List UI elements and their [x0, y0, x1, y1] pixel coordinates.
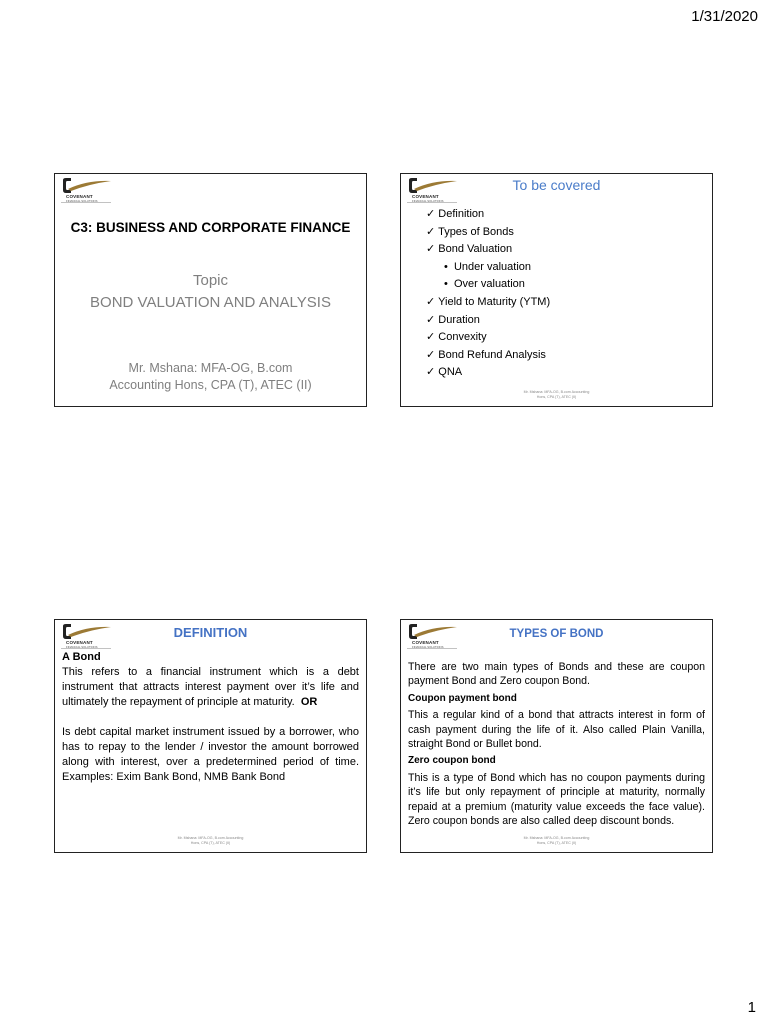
logo-name: COVENANT — [412, 640, 439, 645]
coupon-text: This a regular kind of a bond that attracts interest in form of cash payment during the life of it. Also called Plain Vanilla, straight Bond or Bullet bond. — [408, 709, 705, 751]
slide-footer: Mr. Mshana: MFA-OG, B.com Accounting Hons, CPA (T), ATEC (II) — [523, 390, 590, 399]
definition-paragraph-1: This refers to a financial instrument which is a debt instrument that attracts interest payment over it’s life and ultimately the repayment of principle at maturity. OR — [62, 666, 359, 708]
list-item: ✓ Bond Valuation — [426, 243, 513, 256]
list-item: ✓ Types of Bonds — [426, 225, 514, 238]
bullet-icon: • — [444, 260, 448, 273]
logo-name: COVENANT — [66, 640, 93, 645]
author-line-1: Mr. Mshana: MFA-OG, B.com — [128, 361, 293, 375]
slide-definition — [54, 619, 367, 853]
zero-coupon-label: Zero coupon bond — [408, 755, 496, 767]
checkmark-icon: ✓ — [426, 225, 436, 238]
logo-tagline: FINANCIAL SOLUTIONS — [66, 645, 98, 649]
list-item: ✓ Duration — [426, 313, 480, 326]
author-line-2: Accounting Hons, CPA (T), ATEC (II) — [109, 378, 312, 392]
covenant-logo — [59, 177, 115, 203]
slide-heading: TYPES OF BOND — [509, 628, 604, 640]
checkmark-icon: ✓ — [426, 331, 436, 344]
logo-tagline: FINANCIAL SOLUTIONS — [412, 645, 444, 649]
slide-contents — [400, 173, 713, 407]
checkmark-icon: ✓ — [426, 366, 436, 379]
logo-name: COVENANT — [412, 194, 439, 199]
slide-heading: To be covered — [512, 177, 601, 193]
list-item: ✓ Bond Refund Analysis — [426, 348, 546, 361]
definition-body — [62, 650, 359, 785]
checkmark-icon: ✓ — [426, 348, 436, 361]
list-item: ✓ Yield to Maturity (YTM) — [426, 295, 551, 308]
zero-coupon-text: This is a type of Bond which has no coupon payments during it’s life but only repayment of principle at maturity, normally repaid at a premium (maturity value exceeds the face value). Zero coupon bonds are also called deep discount bonds. — [408, 771, 705, 828]
bullet-icon: • — [444, 278, 448, 291]
slide-footer: Mr. Mshana: MFA-OG, B.com Accounting Hons, CPA (T), ATEC (II) — [177, 836, 244, 845]
page-date: 1/31/2020 — [691, 8, 758, 25]
page-number: 1 — [747, 999, 756, 1016]
course-title: C3: BUSINESS AND CORPORATE FINANCE — [70, 220, 351, 235]
sub-list-item: • Over valuation — [444, 278, 525, 291]
sub-list-item: • Under valuation — [444, 260, 532, 273]
types-intro: There are two main types of Bonds and these are coupon payment Bond and Zero coupon Bond. — [408, 661, 705, 688]
definition-paragraph-2: Is debt capital market instrument issued by a borrower, who has to repay to the lender / investor the amount borrowed along with interest, over a predetermined period of time. Examples: Exim Bank Bond, NMB Bank Bond — [62, 726, 359, 783]
logo-tagline: FINANCIAL SOLUTIONS — [66, 199, 98, 203]
author-info — [55, 360, 366, 394]
checkmark-icon: ✓ — [426, 295, 436, 308]
list-item: ✓ Convexity — [426, 331, 487, 344]
list-item: ✓ Definition — [426, 208, 485, 220]
topic-label: Topic — [192, 272, 229, 289]
list-item: ✓ QNA — [426, 366, 463, 379]
slide-types-of-bond — [400, 619, 713, 853]
types-body — [408, 660, 705, 828]
checkmark-icon: ✓ — [426, 313, 436, 326]
checkmark-icon: ✓ — [426, 208, 436, 220]
slide-title — [54, 173, 367, 407]
subheading: A Bond — [62, 651, 101, 663]
topic-subject: BOND VALUATION AND ANALYSIS — [90, 294, 331, 311]
or-label: OR — [300, 696, 318, 708]
logo-name: COVENANT — [66, 194, 93, 199]
contents-list — [426, 206, 550, 382]
logo-tagline: FINANCIAL SOLUTIONS — [412, 199, 444, 203]
slide-footer: Mr. Mshana: MFA-OG, B.com Accounting Hons, CPA (T), ATEC (II) — [523, 836, 590, 845]
coupon-label: Coupon payment bond — [408, 692, 517, 704]
checkmark-icon: ✓ — [426, 243, 436, 256]
slide-heading: DEFINITION — [173, 625, 248, 640]
